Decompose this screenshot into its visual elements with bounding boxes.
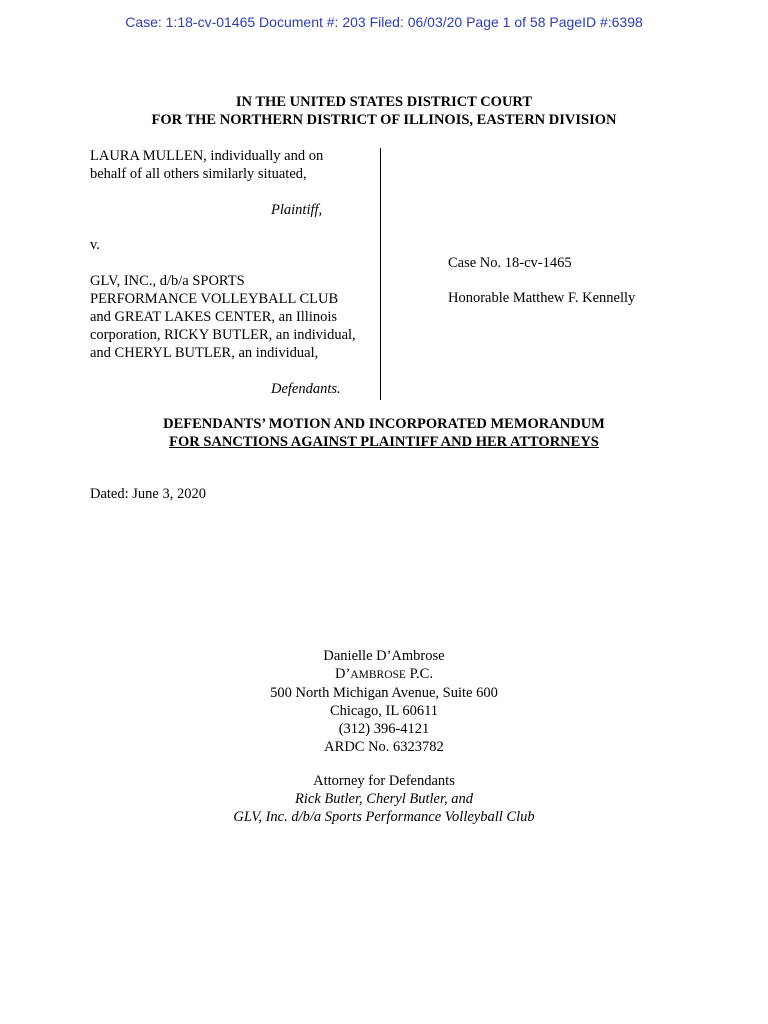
defendant-line: and CHERYL BUTLER, an individual, [90, 345, 319, 361]
address-line2: Chicago, IL 60611 [329, 703, 439, 719]
ardc-number: ARDC No. 6323782 [324, 739, 444, 755]
clients-line2: GLV, Inc. d/b/a Sports Performance Volleyball Club [233, 809, 535, 825]
case-caption-parties [90, 147, 375, 398]
attorney-role: Attorney for Defendants [313, 773, 455, 789]
clients-line1: Rick Butler, Cheryl Butler, and [295, 791, 473, 807]
defendant-line: and GREAT LAKES CENTER, an Illinois [90, 309, 338, 325]
signature-block [0, 647, 768, 756]
ecf-header-stamp: Case: 1:18-cv-01465 Document #: 203 Filed: 06/03/20 Page 1 of 58 PageID #:6398 [125, 14, 643, 30]
motion-title-line2: FOR SANCTIONS AGAINST PLAINTIFF AND HER ATTORNEYS [169, 434, 599, 450]
defendant-line: PERFORMANCE VOLLEYBALL CLUB [90, 291, 339, 307]
caption-divider [380, 148, 381, 400]
defendant-line: corporation, RICKY BUTLER, an individual, [90, 327, 356, 343]
address-line1: 500 North Michigan Avenue, Suite 600 [270, 685, 498, 701]
case-number: Case No. 18-cv-1465 [448, 255, 572, 271]
defendant-line: GLV, INC., d/b/a SPORTS [90, 273, 245, 289]
plaintiff-line: LAURA MULLEN, individually and on [90, 148, 324, 164]
court-heading [0, 93, 768, 129]
dated-line: Dated: June 3, 2020 [90, 486, 206, 502]
versus: v. [90, 237, 100, 253]
defendant-role: Defendants. [271, 381, 341, 397]
plaintiff-role: Plaintiff, [271, 202, 323, 218]
motion-title [0, 415, 768, 451]
court-heading-line2: FOR THE NORTHERN DISTRICT OF ILLINOIS, EASTERN DIVISION [151, 112, 617, 128]
attorney-role-block [0, 772, 768, 826]
phone: (312) 396-4121 [338, 721, 430, 737]
court-heading-line1: IN THE UNITED STATES DISTRICT COURT [235, 94, 533, 110]
attorney-name: Danielle D’Ambrose [323, 648, 445, 664]
plaintiff-line: behalf of all others similarly situated, [90, 166, 307, 182]
motion-title-line1: DEFENDANTS’ MOTION AND INCORPORATED MEMORANDUM [163, 416, 605, 432]
judge-name: Honorable Matthew F. Kennelly [448, 290, 636, 306]
firm-name: D’AMBROSE P.C. [335, 666, 433, 682]
